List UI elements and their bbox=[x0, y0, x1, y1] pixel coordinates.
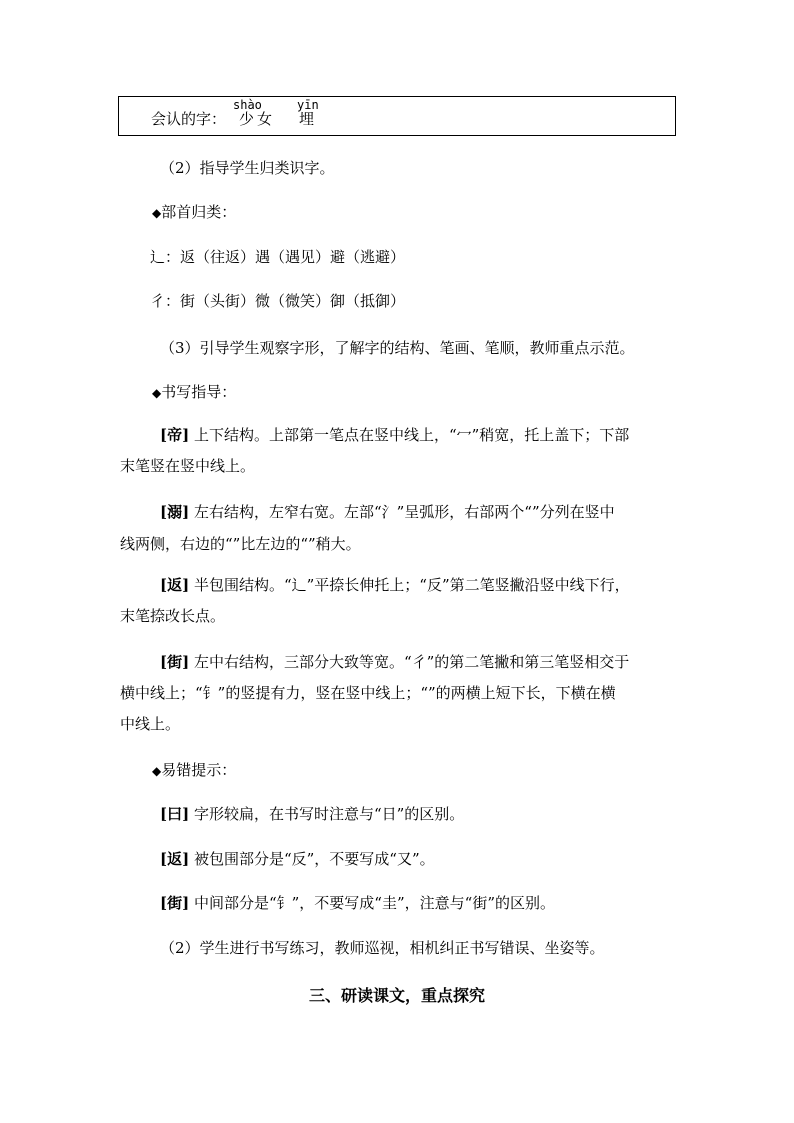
writing-jie-text: 左中右结构，三部分大致等宽。“彳”的第二笔撇和第三笔竖相交于 bbox=[189, 653, 630, 671]
error-yue-text: 字形较扁，在书写时注意与“日”的区别。 bbox=[189, 805, 465, 823]
diamond-bullet-icon: ◆ bbox=[152, 206, 162, 220]
recognize-characters-box bbox=[118, 96, 676, 136]
error-fan-text: 被包围部分是“反”，不要写成“又”。 bbox=[189, 850, 435, 868]
writing-heading-text: 书写指导： bbox=[161, 383, 237, 401]
writing-jie-line3: 中线上。 bbox=[120, 715, 181, 733]
writing-ni-text: 左右结构，左窄右宽。左部“氵”呈弧形，右部两个“”分列在竖中 bbox=[189, 503, 615, 521]
writing-ni-line1 bbox=[160, 502, 615, 522]
char-nv: 女 bbox=[257, 110, 273, 128]
error-fan-tag: [返] bbox=[160, 850, 190, 868]
writing-fan-line1 bbox=[160, 575, 630, 595]
pinyin-shao: shào bbox=[233, 98, 262, 112]
writing-fan-text: 半包围结构。“辶”平捺长伸托上；“反”第二笔竖撇沿竖中线下行， bbox=[189, 576, 630, 594]
writing-di-line1 bbox=[160, 425, 629, 445]
radical-line-chi: 彳：街（头街）微（微笑）御（抵御） bbox=[150, 292, 406, 310]
error-jie-tag: [街] bbox=[160, 894, 190, 912]
error-heading-text: 易错提示： bbox=[161, 761, 237, 779]
error-jie-text: 中间部分是“钅”，不要写成“圭”，注意与“街”的区别。 bbox=[189, 894, 555, 912]
pinyin-yin: yīn bbox=[297, 98, 319, 112]
radical-line-chuo: 辶：返（往返）遇（遇见）避（逃避） bbox=[150, 248, 406, 266]
radical-heading-text: 部首归类： bbox=[161, 203, 237, 221]
paragraph-guide-classify: （2）指导学生归类识字。 bbox=[160, 159, 335, 177]
writing-di-tag: [帝] bbox=[160, 426, 190, 444]
writing-fan-line2: 末笔捺改长点。 bbox=[120, 607, 226, 625]
char-shao: 少 bbox=[239, 110, 255, 128]
error-heading bbox=[152, 760, 236, 781]
writing-heading bbox=[152, 382, 236, 403]
paragraph-observe-shape: （3）引导学生观察字形，了解字的结构、笔画、笔顺，教师重点示范。 bbox=[160, 339, 635, 357]
writing-ni-line2: 线两侧，右边的“”比左边的“”稍大。 bbox=[120, 535, 361, 553]
char-mai: 埋 bbox=[299, 110, 315, 128]
writing-fan-tag: [返] bbox=[160, 576, 190, 594]
radical-heading bbox=[152, 202, 236, 223]
error-fan bbox=[160, 849, 435, 869]
paragraph-practice: （2）学生进行书写练习，教师巡视，相机纠正书写错误、坐姿等。 bbox=[160, 939, 605, 957]
writing-di-text: 上下结构。上部第一笔点在竖中线上，“冖”稍宽，托上盖下；下部 bbox=[189, 426, 630, 444]
error-yue bbox=[160, 804, 464, 824]
diamond-bullet-icon: ◆ bbox=[152, 764, 162, 778]
writing-jie-line2: 横中线上；“钅”的竖提有力，竖在竖中线上；“”的两横上短下长，下横在横 bbox=[120, 684, 616, 702]
section-title: 三、研读课文，重点探究 bbox=[308, 986, 485, 1005]
recognize-label: 会认的字： bbox=[151, 110, 227, 128]
writing-jie-tag: [街] bbox=[160, 653, 190, 671]
writing-di-line2: 末笔竖在竖中线上。 bbox=[120, 457, 256, 475]
error-yue-tag: [曰] bbox=[160, 805, 190, 823]
error-jie bbox=[160, 893, 555, 913]
diamond-bullet-icon: ◆ bbox=[152, 386, 162, 400]
writing-ni-tag: [溺] bbox=[160, 503, 190, 521]
writing-jie-line1 bbox=[160, 652, 629, 672]
